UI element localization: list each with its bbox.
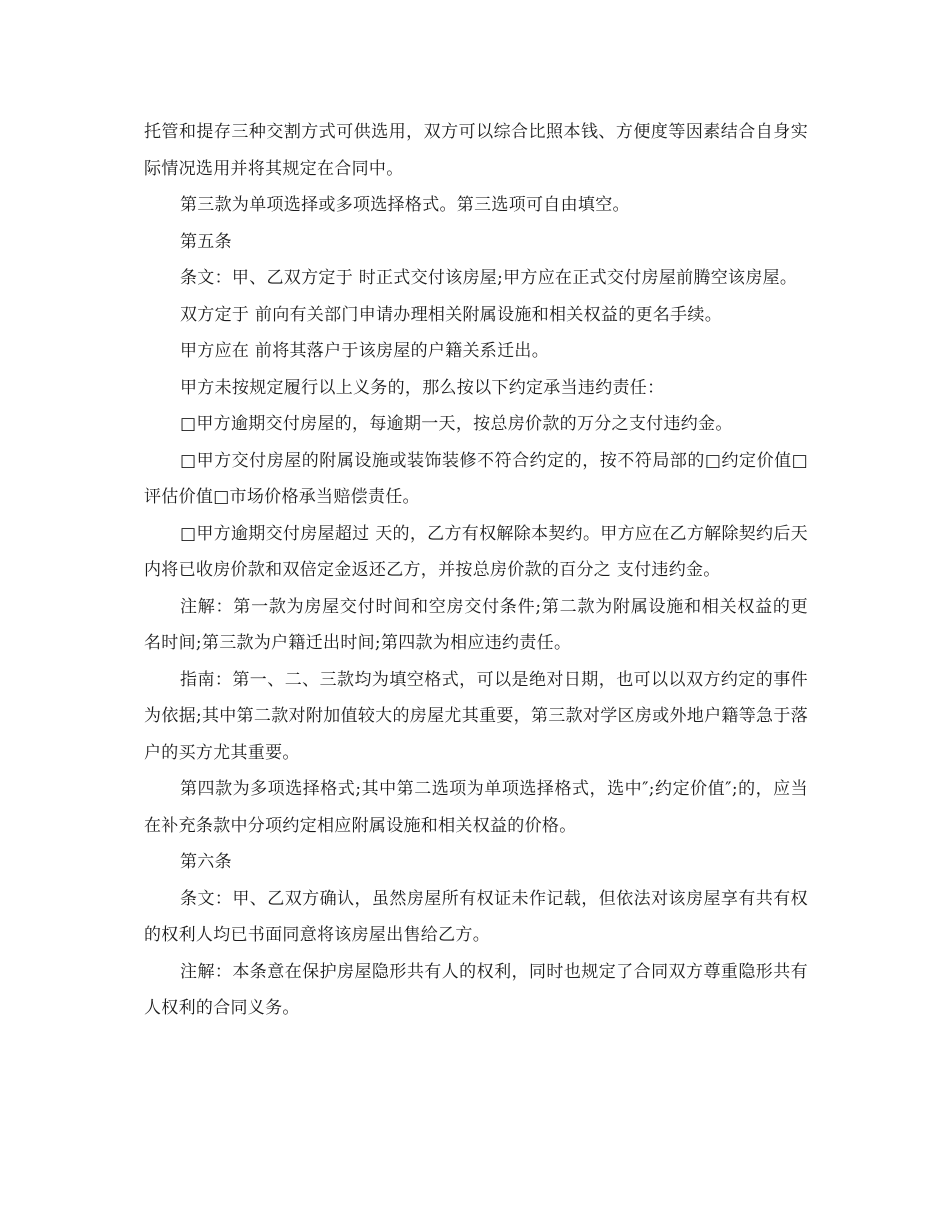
checkbox-clause-3: □甲方逾期交付房屋超过 天的，乙方有权解除本契约。甲方应在乙方解除契约后天内将已收房价款和双倍定金返还乙方，并按总房价款的百分之 支付违约金。 bbox=[144, 523, 808, 580]
paragraph-4: 条文：甲、乙双方定于 时正式交付该房屋;甲方应在正式交付房屋前腾空该房屋。 bbox=[180, 268, 798, 288]
paragraph-16: 注解：本条意在保护房屋隐形共有人的权利，同时也规定了合同双方尊重隐形共有人权利的合同义务。 bbox=[144, 961, 808, 1018]
checkbox-clause-2: □甲方交付房屋的附属设施或装饰装修不符合约定的，按不符局部的□约定价值□评估价值□市场价格承当赔偿责任。 bbox=[144, 450, 808, 507]
paragraph-7: 甲方未按规定履行以上义务的，那么按以下约定承当违约责任： bbox=[180, 377, 665, 398]
paragraph-5: 双方定于 前向有关部门申请办理相关附属设施和相关权益的更名手续。 bbox=[180, 304, 723, 325]
paragraph-1: 托管和提存三种交割方式可供选用，双方可以综合比照本钱、方便度等因素结合自身实际情况选用并将其规定在合同中。 bbox=[144, 122, 808, 179]
article-heading-6: 第六条 bbox=[180, 852, 232, 872]
document-page bbox=[144, 114, 808, 1027]
paragraph-13: 第四款为多项选择格式;其中第二选项为单项选择格式，选中″;约定价值″;的，应当在补充条款中分项约定相应附属设施和相关权益的价格。 bbox=[144, 779, 808, 836]
checkbox-clause-1: □甲方逾期交付房屋的，每逾期一天，按总房价款的万分之支付违约金。 bbox=[180, 414, 733, 434]
article-heading-5: 第五条 bbox=[180, 231, 232, 252]
annotation-paragraph: 注解：第一款为房屋交付时间和空房交付条件;第二款为附属设施和相关权益的更名时间;第三款为户籍迁出时间;第四款为相应违约责任。 bbox=[144, 596, 808, 653]
paragraph-2: 第三款为单项选择或多项选择格式。第三选项可自由填空。 bbox=[180, 195, 630, 215]
paragraph-6: 甲方应在 前将其落户于该房屋的户籍关系迁出。 bbox=[180, 341, 550, 361]
paragraph-15: 条文：甲、乙双方确认，虽然房屋所有权证未作记载，但依法对该房屋享有共有权的权利人均已书面同意将该房屋出售给乙方。 bbox=[144, 888, 808, 945]
guide-paragraph: 指南：第一、二、三款均为填空格式，可以是绝对日期，也可以以双方约定的事件为依据;其中第二款对附加值较大的房屋尤其重要，第三款对学区房或外地户籍等急于落户的买方尤其重要。 bbox=[144, 669, 808, 763]
